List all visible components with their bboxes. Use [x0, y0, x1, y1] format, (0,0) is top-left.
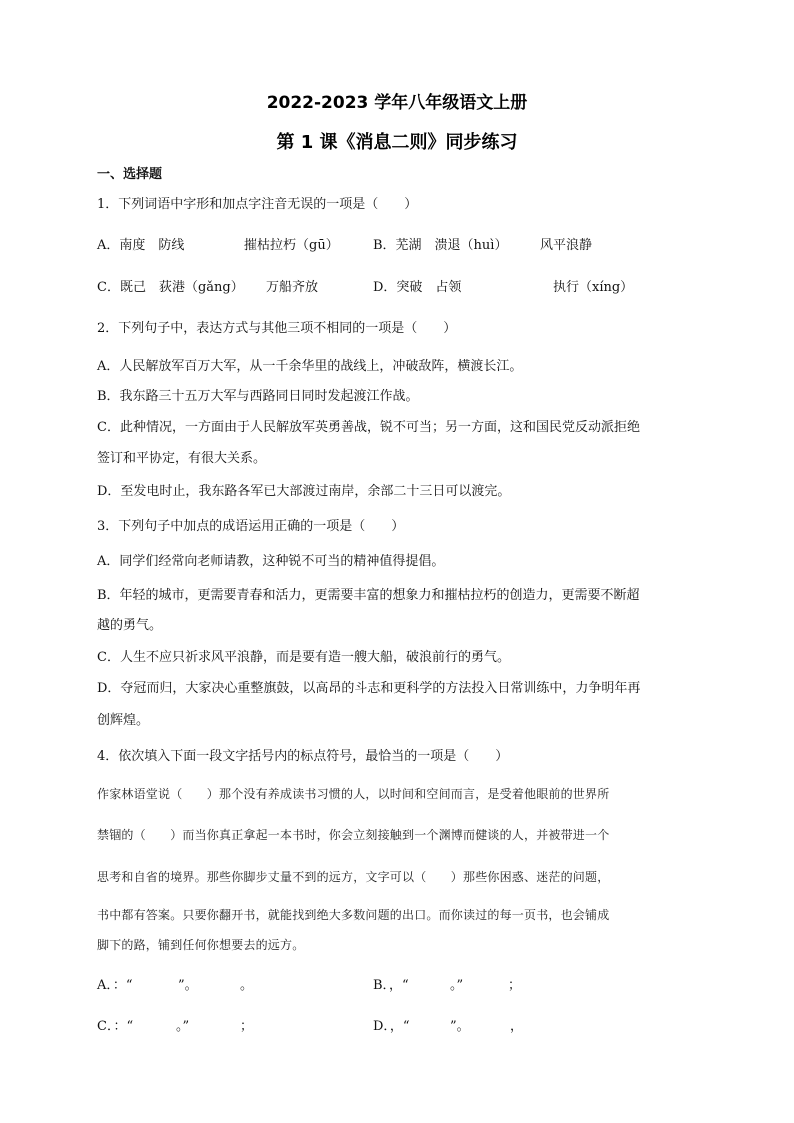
q1-option-b-extra: 风平浪静	[540, 238, 593, 253]
q4-option-c-part: 。”	[176, 1019, 190, 1034]
lesson-title: 第 1 课《消息二则》同步练习	[276, 132, 518, 153]
q3-line: B．年轻的城市，更需要青春和活力，更需要丰富的想象力和摧枯拉朽的创造力，更需要不断超	[97, 588, 640, 603]
q2-line: C．此种情况，一方面由于人民解放军英勇善战，锐不可当；另一方面，这和国民党反动派拒绝	[97, 420, 640, 435]
q2-line: A．人民解放军百万大军，从一千余华里的战线上，冲破敌阵，横渡长江。	[97, 359, 523, 374]
q4-option-a: A．：“	[97, 978, 133, 993]
q3-line: 越的勇气。	[97, 618, 163, 633]
q1-option-a-label: A．南度 防线	[97, 238, 185, 253]
q4-option-a-part: ”。	[178, 978, 198, 993]
q1-option-b-label: B．芜湖 溃退（huì）	[373, 238, 508, 253]
q1-option-c-extra: 万船齐放	[266, 280, 319, 295]
q2-line: D．至发电时止，我东路各军已大部渡过南岸，余部二十三日可以渡完。	[97, 484, 511, 499]
worksheet-title: 2022-2023 学年八年级语文上册	[266, 93, 528, 113]
q2-line: 签订和平协定，有很大关系。	[97, 451, 267, 466]
q2-line: B．我东路三十五万大军与西路同日同时发起渡江作战。	[97, 389, 419, 404]
q1-option-d-label: D．突破 占领	[373, 280, 462, 295]
q4-option-b: B．，“	[373, 978, 409, 993]
q4-option-d-part: ”。	[450, 1019, 470, 1034]
question-2-stem: 2．下列句子中，表达方式与其他三项不相同的一项是（ ）	[97, 321, 457, 336]
q3-line: 创辉煌。	[97, 713, 150, 728]
question-4-stem: 4．依次填入下面一段文字括号内的标点符号，最恰当的一项是（ ）	[97, 749, 509, 764]
question-3-stem: 3．下列句子中加点的成语运用正确的一项是（ ）	[97, 519, 405, 534]
question-1-stem: 1．下列词语中字形和加点字注音无误的一项是（ ）	[97, 197, 418, 212]
q3-line: D．夺冠而归，大家决心重整旗鼓，以高昂的斗志和更科学的方法投入日常训练中，力争明年再	[97, 681, 641, 696]
q1-option-a-extra: 摧枯拉朽（gū）	[244, 238, 339, 253]
q4-passage-line: 思考和自省的境界。那些你脚步丈量不到的远方，文字可以（ ）那些你困惑、迷茫的问题，	[97, 870, 610, 884]
q3-line: C．人生不应只祈求风平浪静，而是要有造一艘大船，破浪前行的勇气。	[97, 650, 510, 665]
q4-option-d-part: ，	[510, 1019, 524, 1034]
q4-passage-line: 脚下的路，铺到任何你想要去的远方。	[97, 938, 305, 952]
q3-line: A．同学们经常向老师请教，这种锐不可当的精神值得提倡。	[97, 554, 445, 569]
q4-passage-line: 书中都有答案。只要你翻开书，就能找到绝大多数问题的出口。而你读过的每一页书，也会铺成	[97, 908, 610, 922]
q4-option-c-part: ；	[240, 1019, 254, 1034]
q1-option-d-extra: 执行（xíng）	[553, 280, 634, 295]
q4-option-b-part: 。”	[450, 978, 464, 993]
q4-passage-line: 禁锢的（ ）而当你真正拿起一本书时，你会立刻接触到一个渊博而健谈的人，并被带进一个	[97, 828, 610, 842]
q1-option-c-label: C．既己 荻港（gǎng）	[97, 280, 244, 295]
q4-option-a-part: 。	[240, 978, 254, 993]
q4-option-c: C．：“	[97, 1019, 134, 1034]
q4-option-d: D．，“	[373, 1019, 410, 1034]
q4-option-b-part: ；	[508, 978, 522, 993]
section-heading: 一、选择题	[97, 167, 163, 182]
q4-passage-line: 作家林语堂说（ ）那个没有养成读书习惯的人，以时间和空间而言，是受着他眼前的世界所	[97, 787, 610, 801]
